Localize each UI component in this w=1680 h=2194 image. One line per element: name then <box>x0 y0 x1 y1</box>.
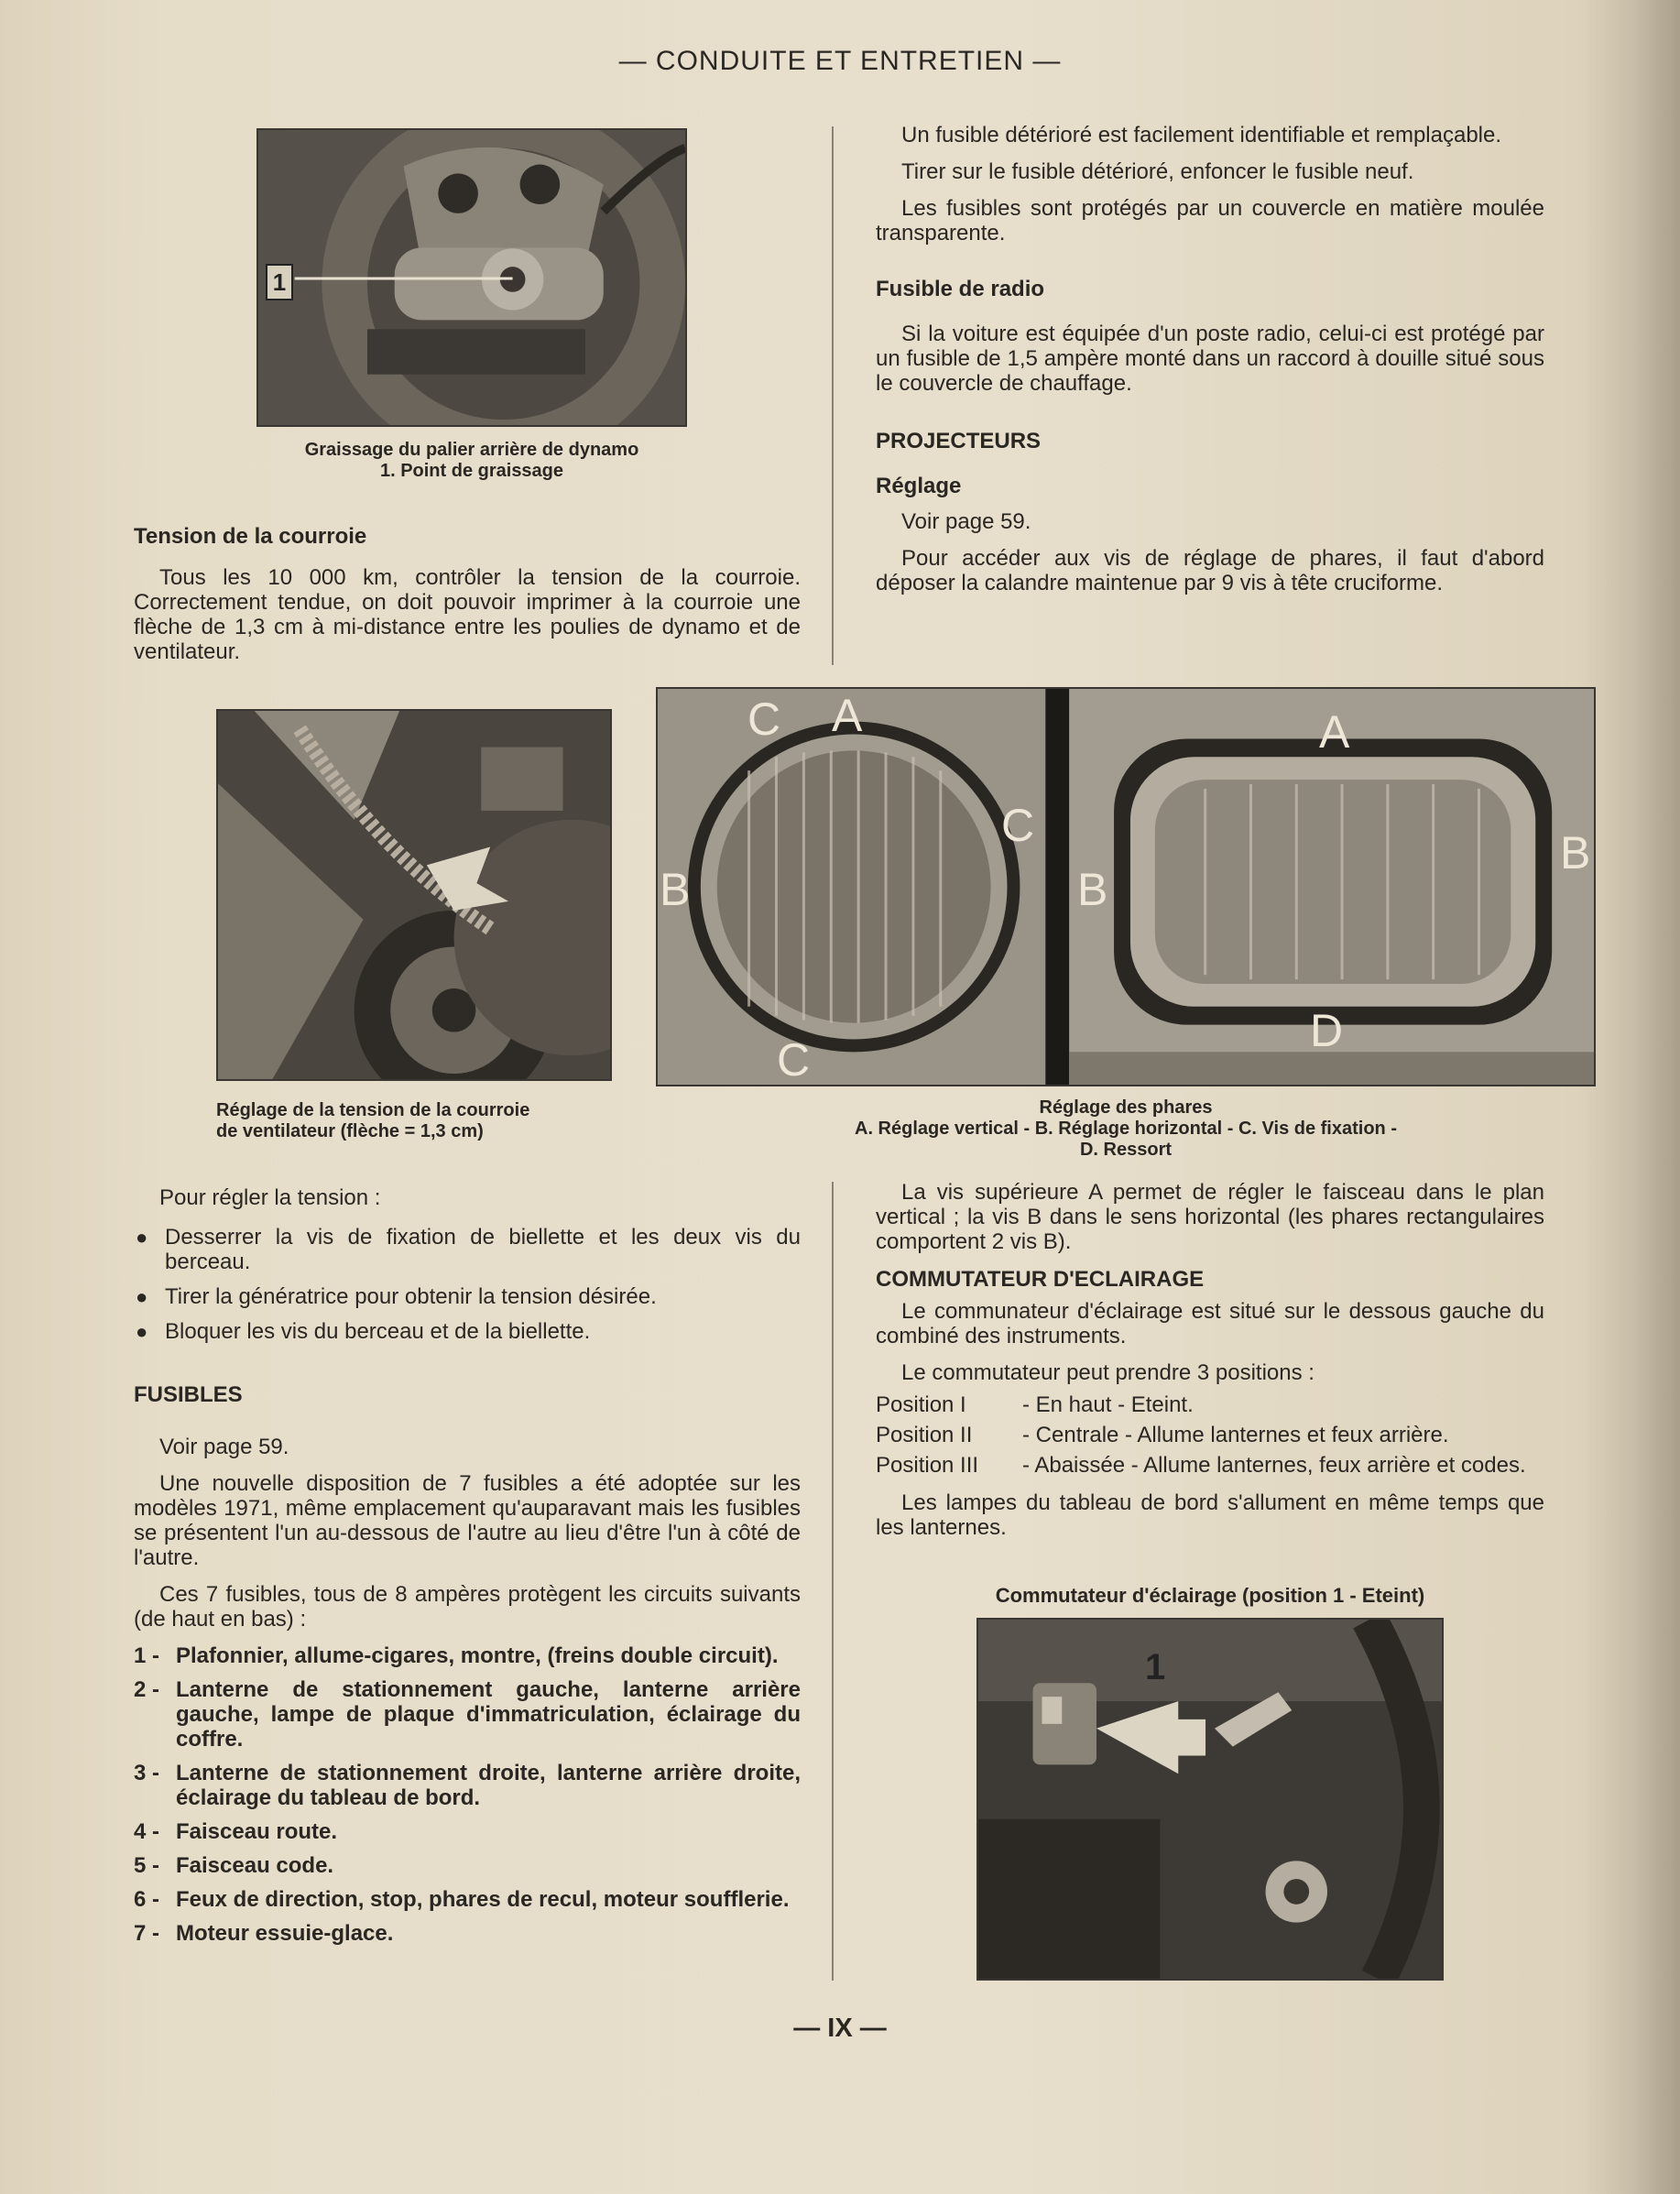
dynamo-caption-line1: Graissage du palier arrière de dynamo <box>304 440 639 460</box>
headlight-label-c-top: C <box>747 693 781 745</box>
page-title: — CONDUITE ET ENTRETIEN — <box>618 46 1062 76</box>
headlight-label-a-right: A <box>1319 706 1350 758</box>
courroie-paragraph: Tous les 10 000 km, contrôler la tension de la courroie. Correctement tendue, on doit pouvoir imprimer à la courroie une flèche de 1,3 cm à mi-distance entre les poulies de dynamo et de ventilateur. <box>134 565 801 664</box>
headlights-photo <box>656 687 1596 1086</box>
headlight-label-c-bottom: C <box>777 1034 811 1086</box>
commutateur-heading: COMMUTATEUR D'ECLAIRAGE <box>876 1267 1205 1292</box>
projecteurs-p2: Pour accéder aux vis de réglage de phares, il faut d'abord déposer la calandre maintenue par 9 vis à tête cruciforme. <box>876 546 1544 595</box>
switch-caption: Commutateur d'éclairage (position 1 - Eteint) <box>995 1584 1425 1607</box>
courroie-section <box>134 524 801 676</box>
dynamo-caption <box>229 440 715 482</box>
fuse-list <box>134 1643 801 1946</box>
list-item: 7 - Moteur essuie-glace. <box>134 1921 394 1946</box>
tension-step: ● Desserrer la vis de fixation de biellette et les deux vis du berceau. <box>134 1225 801 1274</box>
projecteurs-p1: Voir page 59. <box>901 509 1031 534</box>
belt-caption-line2: de ventilateur (flèche = 1,3 cm) <box>216 1121 484 1141</box>
position-row: Position II - Centrale - Allume lanternes et feux arrière. <box>876 1423 1449 1447</box>
fusibles-p1: Voir page 59. <box>159 1435 289 1459</box>
fusibles-heading: FUSIBLES <box>134 1382 243 1407</box>
list-item: 1 - Plafonnier, allume-cigares, montre, (freins double circuit). <box>134 1643 779 1668</box>
radio-paragraph: Si la voiture est équipée d'un poste radio, celui-ci est protégé par un fusible de 1,5 ampère monté dans un raccord à douille situé sous le couvercle de chauffage. <box>876 322 1544 396</box>
belt-caption-line1: Réglage de la tension de la courroie <box>216 1100 530 1120</box>
commutateur-p2: Le commutateur peut prendre 3 positions : <box>901 1360 1315 1385</box>
reglage-subheading: Réglage <box>876 474 962 498</box>
right-top-column <box>876 123 1544 607</box>
courroie-heading: Tension de la courroie <box>134 524 367 549</box>
headlight-label-b-right: B <box>1560 827 1591 879</box>
fusible-p3: Les fusibles sont protégés par un couvercle en matière moulée transparente. <box>876 196 1544 246</box>
tension-intro: Pour régler la tension : <box>159 1185 381 1210</box>
switch-photo <box>976 1618 1444 1981</box>
position-row: Position III - Abaissée - Allume lanternes, feux arrière et codes. <box>876 1453 1526 1478</box>
headlights-caption-line2: A. Réglage vertical - B. Réglage horizontal - C. Vis de fixation - <box>855 1119 1397 1139</box>
tension-step: ● Bloquer les vis du berceau et de la biellette. <box>134 1319 801 1344</box>
fusible-p2: Tirer sur le fusible détérioré, enfoncer le fusible neuf. <box>901 159 1414 184</box>
fusibles-p3: Ces 7 fusibles, tous de 8 ampères protègent les circuits suivants (de haut en bas) : <box>134 1582 801 1632</box>
tension-steps <box>134 1225 801 1344</box>
column-divider-top <box>832 126 834 665</box>
headlight-label-b-left: B <box>660 864 691 915</box>
fusibles-p2: Une nouvelle disposition de 7 fusibles a été adoptée sur les modèles 1971, même emplacement qu'auparavant mais les fusibles se présentent l'un au-dessous de l'autre au lieu d'être l'un à côté de l'autre. <box>134 1471 801 1570</box>
fusible-p1: Un fusible détérioré est facilement identifiable et remplaçable. <box>901 123 1502 147</box>
commutateur-p3: Les lampes du tableau de bord s'allument en même temps que les lanternes. <box>876 1490 1544 1540</box>
list-item: 6 - Feux de direction, stop, phares de recul, moteur soufflerie. <box>134 1887 790 1912</box>
page-number: — IX — <box>793 2014 887 2043</box>
headlights-caption-line1: Réglage des phares <box>1039 1097 1213 1118</box>
tension-step: ● Tirer la génératrice pour obtenir la tension désirée. <box>134 1284 801 1309</box>
headlights-caption <box>656 1097 1596 1161</box>
belt-caption <box>216 1100 612 1142</box>
headlights-caption-line3: D. Ressort <box>1079 1140 1173 1160</box>
right-lower-column <box>876 1180 1544 1552</box>
list-item: 2 - Lanterne de stationnement gauche, lanterne arrière gauche, lampe de plaque d'immatriculation, éclairage du coffre. <box>134 1677 801 1752</box>
headlight-label-b-mid: B <box>1077 864 1108 915</box>
belt-photo <box>216 709 612 1081</box>
dynamo-label-1: 1 <box>266 264 293 300</box>
list-item: 5 - Faisceau code. <box>134 1853 334 1878</box>
position-row: Position I - En haut - Eteint. <box>876 1392 1194 1417</box>
positions-list <box>876 1392 1544 1478</box>
projecteurs-heading: PROJECTEURS <box>876 429 1042 453</box>
dynamo-caption-line2: 1. Point de graissage <box>379 461 564 481</box>
dynamo-photo <box>256 128 687 427</box>
column-divider-bottom <box>832 1182 834 1981</box>
left-lower-column <box>134 1185 801 1955</box>
list-item: 4 - Faisceau route. <box>134 1819 338 1844</box>
commutateur-p1: Le communateur d'éclairage est situé sur le dessous gauche du combiné des instruments. <box>876 1299 1544 1348</box>
list-item: 3 - Lanterne de stationnement droite, lanterne arrière droite, éclairage du tableau de bord. <box>134 1761 801 1810</box>
headlight-label-c-right: C <box>1001 800 1035 851</box>
headlight-label-d: D <box>1310 1005 1344 1056</box>
headlight-label-a-left: A <box>832 690 863 741</box>
reglage-paragraph: La vis supérieure A permet de régler le faisceau dans le plan vertical ; la vis B dans le sens horizontal (les phares rectangulaires comportent 2 vis B). <box>876 1180 1544 1254</box>
switch-label-1: 1 <box>1145 1647 1166 1687</box>
radio-heading: Fusible de radio <box>876 277 1045 301</box>
